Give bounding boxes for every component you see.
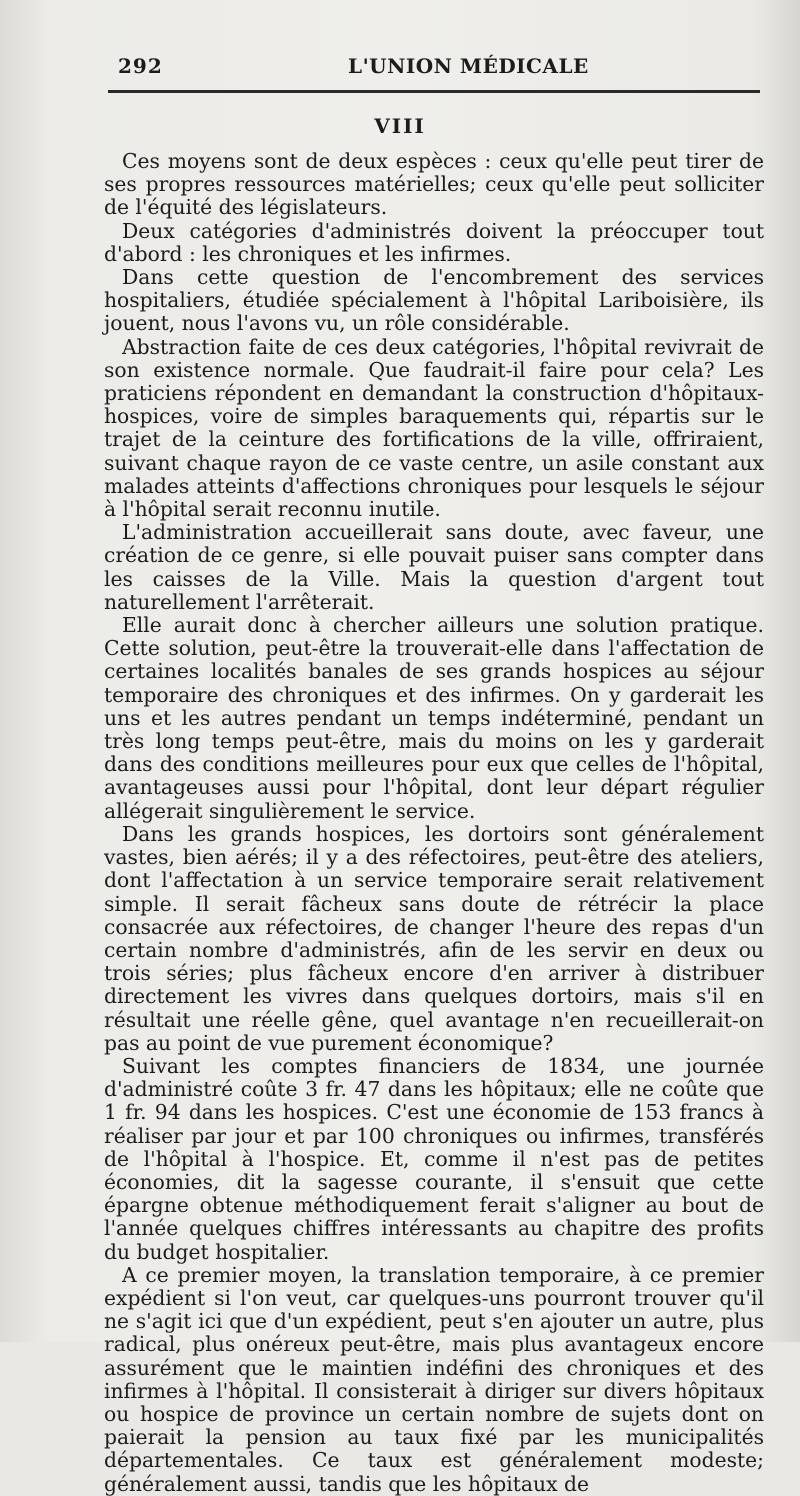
body-text	[104, 150, 764, 1496]
running-head: L'UNION MÉDICALE	[348, 54, 589, 78]
page-header	[118, 52, 756, 88]
paragraph: L'administration accueillerait sans doute, avec faveur, une création de ce genre, si elle pouvait puiser sans compter dans les caisses de la Ville. Mais la question d'argent tout naturellement l'arrêterait.	[104, 520, 764, 614]
header-rule	[108, 90, 760, 93]
paragraph: A ce premier moyen, la translation temporaire, à ce premier expédient si l'on veut, car quelques-uns pourront trouver qu'il ne s'agit ici que d'un expédient, peut s'en ajouter un autre, plus radical, plus onéreux peut-être, mais plus avantageux encore assurément que le maintien indéfini des chroniques et des infirmes à l'hôpital. Il consisterait à diriger sur divers hôpitaux ou hospice de province un certain nombre de sujets dont on paierait la pension au taux fixé par les municipalités départementales. Ce taux est généralement modeste; généralement aussi, tandis que les hôpitaux de	[104, 1262, 764, 1496]
paragraph: Suivant les comptes financiers de 1834, une journée d'administré coûte 3 fr. 47 dans les hôpitaux; elle ne coûte que 1 fr. 94 dans les hospices. C'est une économie de 153 francs à réaliser par jour et par 100 chroniques ou infirmes, transférés de l'hôpital à l'hospice. Et, comme il n'est pas de petites économies, dit la sagesse courante, il s'ensuit que cette épargne obtenue méthodiquement ferait s'aligner au bout de l'année quelques chiffres intéressants au chapitre des profits du budget hospitalier.	[104, 1053, 764, 1264]
paragraph: Ces moyens sont de deux espèces : ceux qu'elle peut tirer de ses propres ressources matérielles; ceux qu'elle peut solliciter de l'équité des législateurs.	[104, 149, 764, 220]
paragraph: Abstraction faite de ces deux catégories, l'hôpital revivrait de son existence normale. Que faudrait-il faire pour cela? Les praticiens répondent en demandant la construction d'hôpitaux-hospices, voire de simples baraquements qui, répartis sur le trajet de la ceinture des fortifications de la ville, offriraient, suivant chaque rayon de ce vaste centre, un asile constant aux malades atteints d'affections chroniques pour lesquels le séjour à l'hôpital serait reconnu inutile.	[104, 334, 764, 522]
paragraph: Dans les grands hospices, les dortoirs sont généralement vastes, bien aérés; il y a des réfectoires, peut-être des ateliers, dont l'affectation à un service temporaire serait relativement simple. Il serait fâcheux sans doute de rétrécir la place consacrée aux réfectoires, de changer l'heure des repas d'un certain nombre d'administrés, afin de les servir en deux ou trois séries; plus fâcheux encore d'en arriver à distribuer directement les vivres dans quelques dortoirs, mais s'il en résultait une réelle gêne, quel avantage n'en recueillerait-on pas au point de vue purement économique?	[104, 821, 764, 1055]
paragraph: Deux catégories d'administrés doivent la préoccuper tout d'abord : les chroniques et les infirmes.	[104, 218, 764, 266]
page-number: 292	[118, 54, 163, 78]
paragraph: Elle aurait donc à chercher ailleurs une solution pratique. Cette solution, peut-être la trouverait-elle dans l'affectation de certaines localités banales de ses grands hospices au séjour temporaire des chroniques et des infirmes. On y garderait les uns et les autres pendant un temps indéterminé, pendant un très long temps peut-être, mais du moins on les y garderait dans des conditions meilleures pour eux que celles de l'hôpital, avantageuses aussi pour l'hôpital, dont leur départ régulier allégerait singulièrement le service.	[104, 613, 764, 823]
paragraph: Dans cette question de l'encombrement des services hospitaliers, étudiée spécialement à l'hôpital Lariboisière, ils jouent, nous l'avons vu, un rôle considérable.	[104, 265, 764, 336]
section-title: VIII	[374, 114, 426, 138]
